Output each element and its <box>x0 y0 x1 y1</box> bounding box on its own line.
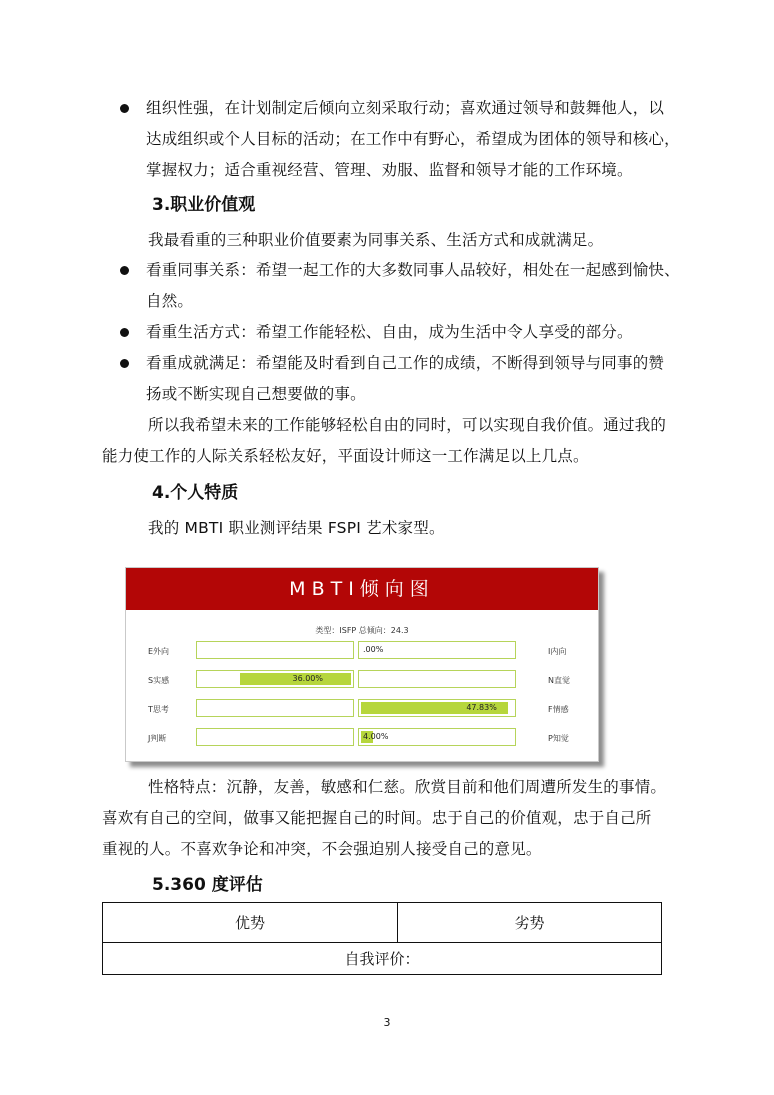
list-item-line: 看重成就满足：希望能及时看到自己工作的成绩，不断得到领导与同事的赞 <box>146 354 665 372</box>
section-heading-traits: 4.个人特质 <box>152 483 239 503</box>
page-number: 3 <box>383 1016 391 1029</box>
chart-row-right-label: I内向 <box>548 647 567 656</box>
paragraph-line: 组织性强，在计划制定后倾向立刻采取行动；喜欢通过领导和鼓舞他人，以 <box>146 99 665 117</box>
chart-value-label: 47.83% <box>466 703 497 712</box>
chart-row-track-left <box>196 728 354 746</box>
chart-row-left-label: S实感 <box>148 676 170 685</box>
chart-value-label: 4.00% <box>363 732 389 741</box>
bullet-marker <box>120 104 129 113</box>
chart-row-track-left <box>196 699 354 717</box>
paragraph-line: 达成组织或个人目标的活动；在工作中有野心，希望成为团体的领导和核心， <box>146 130 680 148</box>
list-item-line: 看重同事关系：希望一起工作的大多数同事人品较好，相处在一起感到愉快、 <box>146 261 680 279</box>
chart-row-right-label: F情感 <box>548 705 569 714</box>
evaluation-table <box>102 902 662 975</box>
table-cell-self-eval: 自我评价： <box>103 943 662 975</box>
paragraph-line: 掌握权力；适合重视经营、管理、劝服、监督和领导才能的工作环境。 <box>146 161 633 179</box>
summary-line: 能力使工作的人际关系轻松友好，平面设计师这一工作满足以上几点。 <box>102 447 589 465</box>
chart-row-right-label: P知觉 <box>548 734 569 743</box>
section-intro: 我最看重的三种职业价值要素为同事关系、生活方式和成就满足。 <box>148 231 604 249</box>
chart-row-track-right <box>358 641 516 659</box>
section-heading-values: 3.职业价值观 <box>152 195 256 215</box>
chart-row-track-right <box>358 728 516 746</box>
table-header-weaknesses: 劣势 <box>398 903 662 943</box>
traits-line: 喜欢有自己的空间，做事又能把握自己的时间。忠于自己的价值观，忠于自己所 <box>102 809 652 827</box>
chart-row-right-label: N直觉 <box>548 676 570 685</box>
chart-row-left-label: T思考 <box>148 705 169 714</box>
chart-value-label: .00% <box>363 645 384 654</box>
table-header-strengths: 优势 <box>103 903 398 943</box>
chart-title: MBTI倾向图 <box>289 578 435 600</box>
bullet-marker <box>120 328 129 337</box>
summary-line: 所以我希望未来的工作能够轻松自由的同时，可以实现自我价值。通过我的 <box>148 416 667 434</box>
chart-row-track-left <box>196 670 354 688</box>
chart-row-track-right <box>358 699 516 717</box>
traits-line: 重视的人。不喜欢争论和冲突，不会强迫别人接受自己的意见。 <box>102 840 542 858</box>
chart-row-left-label: E外向 <box>148 647 170 656</box>
bullet-marker <box>120 266 129 275</box>
list-item-line: 自然。 <box>146 292 194 310</box>
chart-row-track-right <box>358 670 516 688</box>
bullet-marker <box>120 359 129 368</box>
mbti-chart <box>125 567 599 762</box>
section-heading-360: 5.360 度评估 <box>152 875 263 895</box>
chart-row-left-label: J判断 <box>148 734 167 743</box>
chart-row-track-left <box>196 641 354 659</box>
traits-line: 性格特点：沉静，友善，敏感和仁慈。欣赏目前和他们周遭所发生的事情。 <box>148 778 667 796</box>
chart-value-label: 36.00% <box>292 674 323 683</box>
chart-subtitle: 类型：ISFP 总倾向：24.3 <box>315 626 409 635</box>
section-intro: 我的 MBTI 职业测评结果 FSPI 艺术家型。 <box>148 519 445 537</box>
list-item-line: 看重生活方式：希望工作能轻松、自由，成为生活中令人享受的部分。 <box>146 323 633 341</box>
list-item-line: 扬或不断实现自己想要做的事。 <box>146 385 366 403</box>
